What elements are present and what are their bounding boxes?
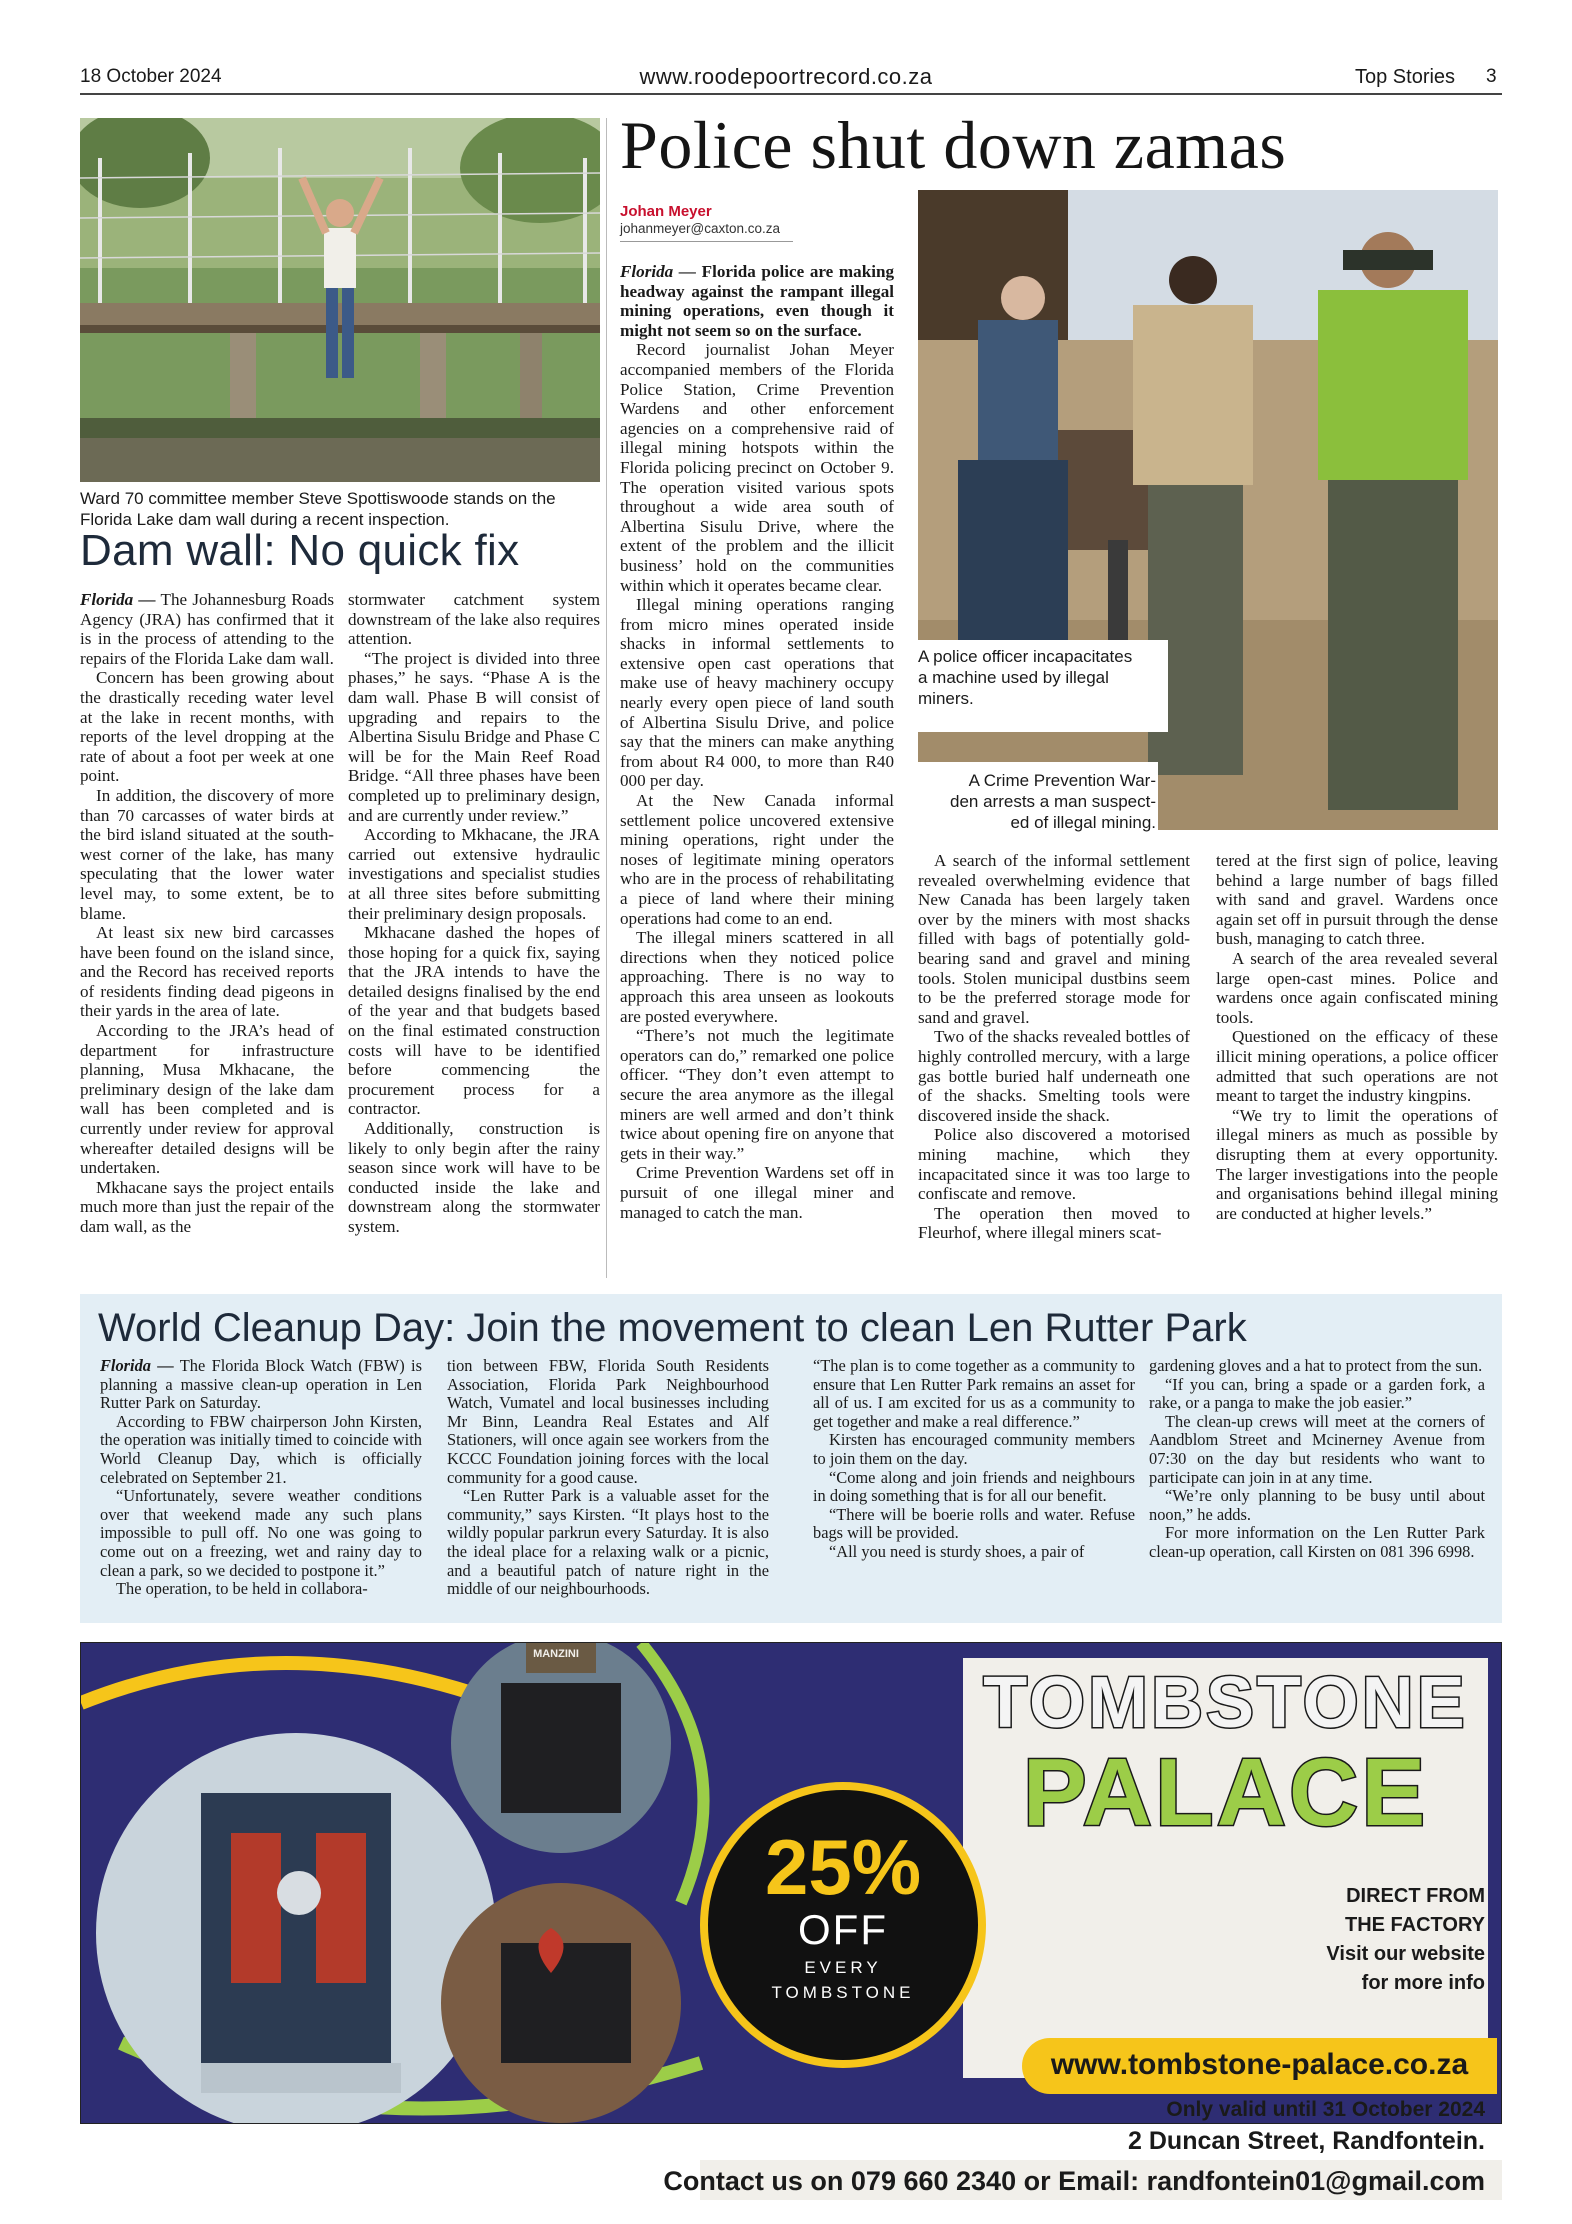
ad-title-palace: PALACE <box>1022 1739 1429 1846</box>
ad-discount-off: OFF <box>798 1906 888 1953</box>
dam-photo-caption: Ward 70 committee member Steve Spottiswoode stands on the Florida Lake dam wall during a recent inspection. <box>80 489 556 529</box>
dam-dateline: Florida — <box>80 590 156 609</box>
byline-rule <box>620 241 793 242</box>
issue-date: 18 October 2024 <box>80 66 222 87</box>
cleanup-column-4: gardening gloves and a hat to protect from the sun. “If you can, bring a spade or a garden fork, a rake, or a panga to make the job easier.” The clean-up crews will meet at the corners of Aandblom Street and Mcinerney Avenue from 07:30 on the day but residents who want to participate can join in at any time. “We’re only planning to be busy until about noon,” he adds. For more information on the Len Rutter Park clean-up operation, call Kirsten on 081 396 6998. <box>1149 1356 1485 1561</box>
police-column-3: tered at the first sign of police, leaving behind a large number of bags filled with sand and gravel. Wardens once again set off in pursuit through the dense bush, managing to catch three. A search of the area revealed several large open-cast mines. Police and wardens once again confiscated mining tools. Questioned on the efficacy of these illicit mining operations, a police officer admitted that such operations are not meant to target the industry kingpins. “We try to limit the operations of illegal miners as much as possible by disrupting them at every opportunity. The larger investigations into the people and organisations behind illegal mining are conducted at higher levels.” <box>1216 851 1498 1223</box>
site-url[interactable]: www.roodepoortrecord.co.za <box>639 64 933 89</box>
police-dateline: Florida — <box>620 262 696 281</box>
cleanup-column-2: tion between FBW, Florida South Residents Association, Florida Park Neighbourhood Watch, Vumatel and local businesses including Mr Binn, Leandra Real Estates and Alf Stationers, will once again see workers from the KCCC Foundation joining forces with the local community for a good cause. “Len Rutter Park is a valuable asset for the community,” says Kirsten. “It plays host to the wildly popular parkrun every Saturday. It is also the ideal place for a relaxing walk or a picnic, and a beautiful patch of nature right in the middle of our neighbourhoods. <box>447 1356 769 1599</box>
cleanup-headline: World Cleanup Day: Join the movement to clean Len Rutter Park <box>98 1306 1247 1350</box>
ad-sign-text: MANZINI <box>533 1648 579 1660</box>
cleanup-dateline: Florida — <box>100 1356 174 1375</box>
header-rule <box>80 93 1502 95</box>
police-photo-caption-2: A Crime Prevention War- den arrests a man suspect- ed of illegal mining. <box>950 771 1156 832</box>
ad-website-link[interactable]: www.tombstone-palace.co.za <box>1050 2048 1469 2081</box>
dam-headline: Dam wall: No quick fix <box>80 526 520 575</box>
column-divider <box>606 118 607 1278</box>
ad-discount-every: EVERY <box>804 1958 882 1977</box>
ad-discount-tombstone: TOMBSTONE <box>771 1983 915 2002</box>
ad-direct-text: DIRECT FROM THE FACTORY Visit our website for more info <box>1326 1885 1485 1994</box>
ad-discount-percent: 25% <box>764 1823 922 1911</box>
ad-title-tombstone: TOMBSTONE <box>983 1663 1468 1743</box>
dam-column-1: Florida — The Johannesburg Roads Agency (JRA) has confirmed that it is in the process of attending to the repairs of the Florida Lake dam wall. Concern has been growing about the drastically receding water level at the lake in recent months, with reports of the level dropping at the rate of about a foot per week at one point. In addition, the discovery of more than 70 carcasses of water birds at the bird island situated at the south-west corner of the lake, has many speculating that the lower water level may, to some extent, be to blame. At least six new bird carcasses have been found on the island since, and the Record has received reports of residents finding dead pigeons in their yards in the area of late. According to the JRA’s head of department for infrastructure planning, Musa Mkhacane, the preliminary design of the lake dam wall has been completed and is currently under review for approval whereafter detailed designs will be undertaken. Mkhacane says the project entails much more than just the repair of the dam wall, as the <box>80 590 335 1236</box>
police-column-1: Florida — Florida police are making headway against the rampant illegal mining operations, even though it might not seem so on the surface. Record journalist Johan Meyer accompanied members of the Florida Police Station, Crime Prevention Wardens and other enforcement agencies on a comprehensive raid of illegal mining hotspots within the Florida policing precinct on October 9. The operation visited various spots throughout a wide area south of Albertina Sisulu Drive, where the extent of the problem and the illicit business’ hold on the communities within which it operates became clear. Illegal mining operations ranging from micro mines operated inside shacks in informal settlements to extensive open cast operations that make use of heavy machinery occupy nearly every open piece of land south of Albertina Sisulu Drive, and police say that the miners can make anything from about R4 000, to more than R40 000 per day. At the New Canada informal settlement police uncovered extensive mining operations, right under the noses of legitimate mining operators who are in the process of rehabilitating a piece of land where their mining operations had come to an end. The illegal miners scattered in all directions when they noticed police approaching. There is no way to approach this area unseen as lookouts are posted everywhere. “There’s not much the legitimate operators can do,” remarked one police officer. “They don’t even attempt to secure the area anymore as the illegal miners are well armed and don’t think twice about opening fire on anyone that gets in their way.” Crime Prevention Wardens set off in pursuit of one illegal miner and managed to catch the man. <box>620 262 895 1222</box>
police-headline: Police shut down zamas <box>620 107 1287 183</box>
ad-contact[interactable]: Contact us on 079 660 2340 or Email: randfontein01@gmail.com <box>663 2166 1485 2196</box>
page-number: 3 <box>1486 66 1497 87</box>
ad-validity: Only valid until 31 October 2024 <box>1166 2098 1485 2121</box>
dam-column-2: stormwater catchment system downstream of the lake also requires attention. “The project is divided into three phases,” he says. “Phase A is the dam wall. Phase B will consist of upgrading and repairs to the Albertina Sisulu Bridge and Phase C will be for the Main Reef Road Bridge. “All three phases have been completed up to preliminary design, and are currently under review.” According to Mkhacane, the JRA carried out extensive hydraulic investigations and specialist studies at all three sites before submitting their preliminary design proposals. Mkhacane dashed the hopes of those hoping for a quick fix, saying that the JRA intends to have the detailed designs finalised by the end of the year and that budgets based on the final estimated construction costs will have to be identified before commencing the procurement process for a contractor. Additionally, construction is likely to only begin after the rainy season since work will have to be conducted inside the lake and downstream along the stormwater system. <box>348 590 600 1236</box>
police-photo-caption-1: A police officer incapacitates a machine used by illegal miners. <box>918 647 1133 708</box>
dam-wall-photo <box>80 118 600 482</box>
cleanup-column-3: “The plan is to come together as a community to ensure that Len Rutter Park remains an asset for all of us. I am excited for us as a community to get together and make a real difference.” Kirsten has encouraged community members to join them on the day. “Come along and join friends and neighbours in doing something that is for all our benefit. “There will be boerie rolls and water. Refuse bags will be provided. “All you need is sturdy shoes, a pair of <box>813 1356 1135 1561</box>
byline-author: Johan Meyer <box>620 203 712 220</box>
ad-address: 2 Duncan Street, Randfontein. <box>1128 2127 1485 2155</box>
cleanup-column-1: Florida — The Florida Block Watch (FBW) is planning a massive clean-up operation in Len Rutter Park on Saturday. According to FBW chairperson John Kirsten, the operation was initially timed to coincide with World Cleanup Day, which is officially celebrated on September 21. “Unfortunately, severe weather conditions over that weekend made any such plans impossible to pull off. No one was going to come out on a freezing, wet and rainy day to clean a park, so we decided to postpone it.” The operation, to be held in collabora- <box>100 1356 422 1599</box>
byline-email[interactable]: johanmeyer@caxton.co.za <box>620 221 781 236</box>
section-label: Top Stories <box>1355 66 1456 88</box>
police-column-2: A search of the informal settlement revealed overwhelming evidence that New Canada has been largely taken over by the miners with most shacks filled with bags of potentially gold-bearing sand and gravel and mining tools. Stolen municipal dustbins seem to be the preferred storage mode for sand and gravel. Two of the shacks revealed bottles of highly controlled mercury, with a large gas bottle buried half underneath one of the shacks. Smelting tools were discovered inside the shack. Police also discovered a motorised mining machine, which they incapacitated since it was too large to confiscate and remove. The operation then moved to Fleurhof, where illegal miners scat- <box>918 851 1190 1243</box>
police-raid-photo <box>918 190 1498 830</box>
